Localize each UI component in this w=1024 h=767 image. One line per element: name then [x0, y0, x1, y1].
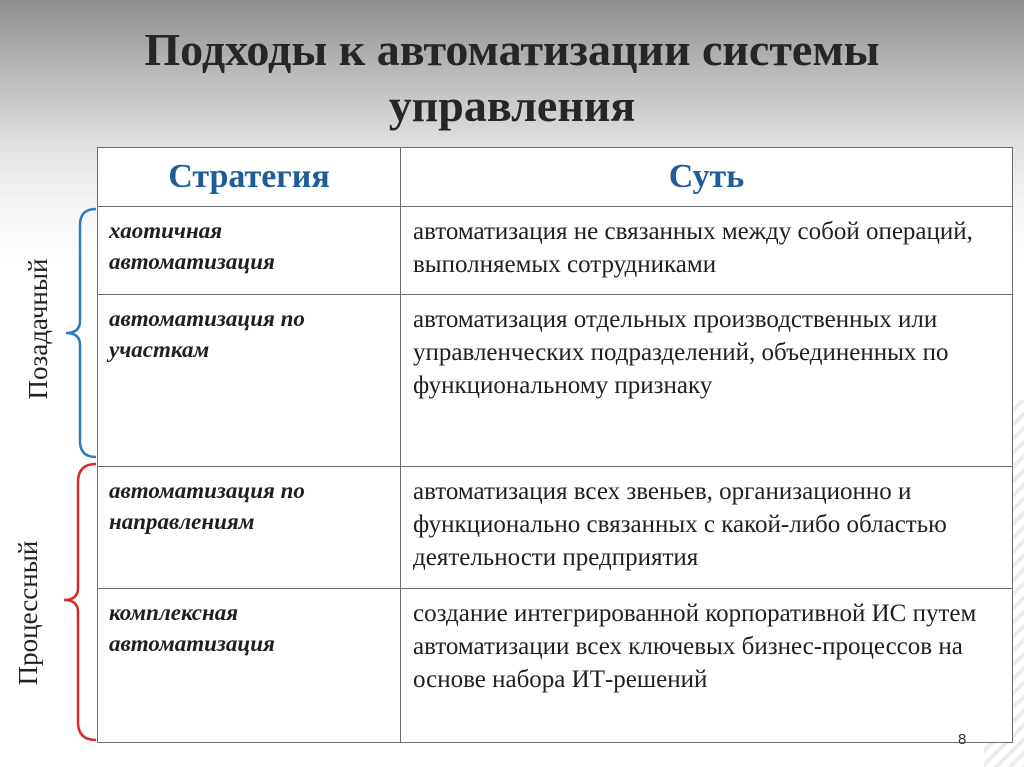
header-essence: Суть	[401, 148, 1013, 207]
strategy-cell: автоматизация по направлениям	[98, 466, 401, 589]
table-row	[98, 207, 1013, 294]
strategies-table	[97, 147, 1013, 743]
essence-cell: автоматизация всех звеньев, организационно и функционально связанных с какой-либо областью деятельности предприятия	[401, 466, 1013, 589]
table-row	[98, 589, 1013, 743]
table-header-row	[98, 148, 1013, 207]
process-group-bracket	[44, 460, 98, 744]
essence-cell: автоматизация отдельных производственных или управленческих подразделений, объединенных по функциональному признаку	[401, 294, 1013, 466]
group-label-task: Позадачный	[23, 258, 53, 400]
essence-cell: создание интегрированной корпоративной ИС путем автоматизации всех ключевых бизнес-процессов на основе набора ИТ-решений	[401, 589, 1013, 743]
slide-title: Подходы к автоматизации системы управления	[144, 24, 880, 131]
table-row	[98, 294, 1013, 466]
table-row	[98, 466, 1013, 589]
page-number: 8	[958, 731, 967, 748]
task-group-bracket	[58, 205, 98, 461]
group-label-process: Процессный	[13, 540, 43, 686]
strategy-cell: комплексная автоматизация	[98, 589, 401, 743]
strategy-cell: хаотичная автоматизация	[98, 207, 401, 294]
strategy-cell: автоматизация по участкам	[98, 294, 401, 466]
header-strategy: Стратегия	[98, 148, 401, 207]
essence-cell: автоматизация не связанных между собой операций, выполняемых сотрудниками	[401, 207, 1013, 294]
